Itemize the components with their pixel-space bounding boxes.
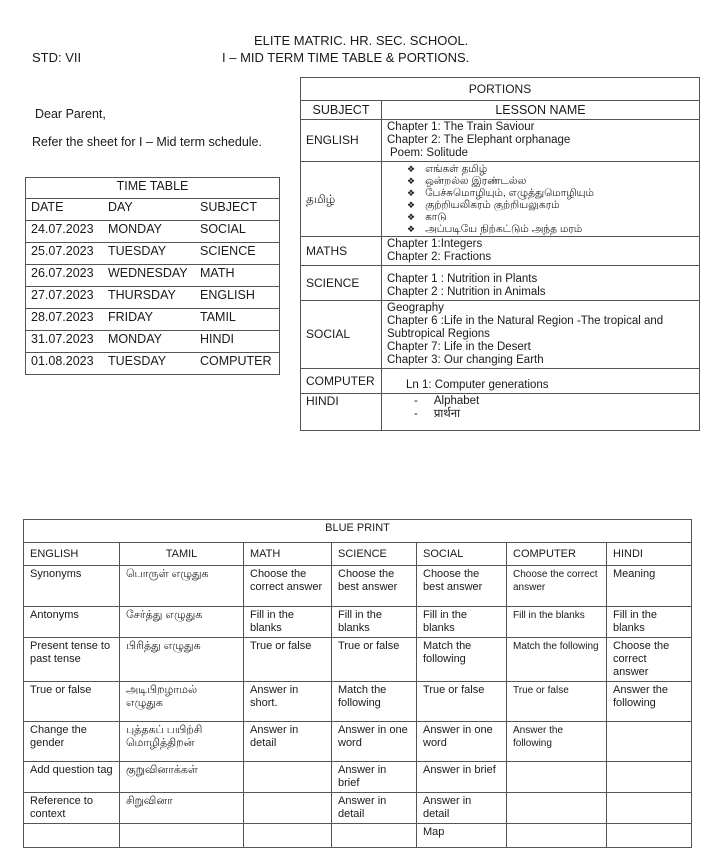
table-cell: SOCIAL bbox=[195, 221, 280, 243]
list-item: ❖ ஒன்றல்ல இரண்டல்ல bbox=[407, 175, 694, 187]
table-cell: Add question tag bbox=[24, 762, 120, 793]
column-header: SOCIAL bbox=[417, 543, 507, 566]
table-cell bbox=[607, 722, 692, 762]
portions-header-row bbox=[301, 101, 700, 120]
lesson-cell bbox=[382, 162, 700, 237]
list-item: ❖ எங்கள் தமிழ் bbox=[407, 163, 694, 175]
table-cell: 31.07.2023 bbox=[26, 331, 104, 353]
table-cell bbox=[244, 762, 332, 793]
table-cell: FRIDAY bbox=[103, 309, 195, 331]
portion-row-tamil bbox=[301, 162, 700, 237]
list-item: ❖ பேச்சுமொழியும், எழுத்துமொழியும் bbox=[407, 187, 694, 199]
portions-title: PORTIONS bbox=[301, 78, 700, 101]
subject-cell: SOCIAL bbox=[301, 301, 382, 369]
table-row bbox=[24, 762, 692, 793]
column-header: TAMIL bbox=[120, 543, 244, 566]
table-cell: Fill in the blanks bbox=[332, 607, 417, 638]
tamil-lesson-list bbox=[387, 163, 694, 235]
table-cell: 28.07.2023 bbox=[26, 309, 104, 331]
lesson-line: Chapter 2 : Nutrition in Animals bbox=[387, 286, 546, 298]
table-cell: Choose the correct answer bbox=[244, 566, 332, 607]
blue-print-header-row bbox=[24, 543, 692, 566]
table-row bbox=[24, 638, 692, 682]
subject-cell: COMPUTER bbox=[301, 369, 382, 394]
table-cell bbox=[607, 793, 692, 824]
lesson-line: Chapter 1: The Train Saviour bbox=[387, 121, 535, 133]
subject-cell: HINDI bbox=[301, 394, 382, 431]
table-cell: HINDI bbox=[195, 331, 280, 353]
table-cell: Answer the following bbox=[507, 722, 607, 762]
table-cell: SCIENCE bbox=[195, 243, 280, 265]
table-cell: 24.07.2023 bbox=[26, 221, 104, 243]
lesson-line: Chapter 2: The Elephant orphanage bbox=[387, 134, 571, 146]
portion-row-maths bbox=[301, 237, 700, 266]
table-cell: Reference to context bbox=[24, 793, 120, 824]
table-cell bbox=[607, 762, 692, 793]
table-cell: MATH bbox=[195, 265, 280, 287]
portion-row-social bbox=[301, 301, 700, 369]
table-cell: Choose the best answer bbox=[417, 566, 507, 607]
portion-row-computer bbox=[301, 369, 700, 394]
table-cell bbox=[24, 824, 120, 848]
table-cell: Match the following bbox=[332, 682, 417, 722]
table-cell bbox=[607, 824, 692, 848]
table-cell bbox=[507, 762, 607, 793]
table-cell: சிறுவினா bbox=[120, 793, 244, 824]
list-item: - Alphabet bbox=[414, 395, 694, 408]
table-cell: Antonyms bbox=[24, 607, 120, 638]
table-cell bbox=[332, 824, 417, 848]
lesson-cell bbox=[382, 369, 700, 394]
table-cell: TUESDAY bbox=[103, 243, 195, 265]
lesson-line: Chapter 7: Life in the Desert bbox=[387, 341, 531, 353]
subject-cell: MATHS bbox=[301, 237, 382, 266]
table-cell: Answer in one word bbox=[332, 722, 417, 762]
time-table bbox=[25, 177, 280, 375]
portions-table bbox=[300, 77, 700, 431]
table-cell: THURSDAY bbox=[103, 287, 195, 309]
table-cell: True or false bbox=[332, 638, 417, 682]
table-cell: Fill in the blanks bbox=[417, 607, 507, 638]
lesson-line: Chapter 3: Our changing Earth bbox=[387, 354, 544, 366]
table-cell: Match the following bbox=[507, 638, 607, 682]
table-row bbox=[24, 824, 692, 848]
list-item: ❖ காடு bbox=[407, 211, 694, 223]
lesson-cell bbox=[382, 120, 700, 162]
lesson-line: Chapter 1:Integers bbox=[387, 238, 483, 250]
column-header: SCIENCE bbox=[332, 543, 417, 566]
lesson-line: Chapter 1 : Nutrition in Plants bbox=[387, 273, 538, 285]
table-cell bbox=[507, 793, 607, 824]
table-cell: பிரித்து எழுதுக bbox=[120, 638, 244, 682]
table-cell: Choose the best answer bbox=[332, 566, 417, 607]
table-cell bbox=[120, 824, 244, 848]
lesson-line: Poem: Solitude bbox=[390, 147, 468, 159]
table-row bbox=[24, 607, 692, 638]
table-cell: Change the gender bbox=[24, 722, 120, 762]
table-cell bbox=[244, 793, 332, 824]
table-cell: Meaning bbox=[607, 566, 692, 607]
list-item: - प्रार्थना bbox=[414, 408, 694, 421]
table-cell bbox=[244, 824, 332, 848]
table-cell: Map bbox=[417, 824, 507, 848]
lesson-cell bbox=[382, 266, 700, 301]
column-header: MATH bbox=[244, 543, 332, 566]
table-cell: True or false bbox=[244, 638, 332, 682]
table-cell: Answer in short. bbox=[244, 682, 332, 722]
subject-cell: SCIENCE bbox=[301, 266, 382, 301]
table-cell: 27.07.2023 bbox=[26, 287, 104, 309]
table-cell: Choose the correct answer bbox=[507, 566, 607, 607]
column-header: SUBJECT bbox=[301, 101, 382, 120]
table-cell: 01.08.2023 bbox=[26, 353, 104, 375]
std-label: STD: VII bbox=[32, 50, 82, 65]
table-row bbox=[26, 287, 280, 309]
lesson-line: Chapter 2: Fractions bbox=[387, 251, 492, 263]
table-row bbox=[26, 331, 280, 353]
table-cell: WEDNESDAY bbox=[103, 265, 195, 287]
table-row bbox=[24, 566, 692, 607]
table-cell: Answer in brief bbox=[332, 762, 417, 793]
lesson-cell bbox=[382, 237, 700, 266]
table-cell: Answer in brief bbox=[417, 762, 507, 793]
table-cell: MONDAY bbox=[103, 221, 195, 243]
table-cell: Answer in detail bbox=[417, 793, 507, 824]
column-header: SUBJECT bbox=[195, 199, 280, 221]
portion-row-science bbox=[301, 266, 700, 301]
time-table-title: TIME TABLE bbox=[26, 178, 280, 199]
subject-cell: தமிழ் bbox=[301, 162, 382, 237]
table-cell: ENGLISH bbox=[195, 287, 280, 309]
table-cell: Present tense to past tense bbox=[24, 638, 120, 682]
school-name: ELITE MATRIC. HR. SEC. SCHOOL. bbox=[254, 33, 469, 48]
column-header: DAY bbox=[103, 199, 195, 221]
table-cell: True or false bbox=[417, 682, 507, 722]
lesson-line: Geography bbox=[387, 302, 444, 314]
table-row bbox=[24, 722, 692, 762]
column-header: LESSON NAME bbox=[382, 101, 700, 120]
table-cell: True or false bbox=[507, 682, 607, 722]
table-row bbox=[24, 793, 692, 824]
table-cell bbox=[507, 824, 607, 848]
portion-row-hindi bbox=[301, 394, 700, 431]
lesson-line: Ln 1: Computer generations bbox=[406, 379, 549, 391]
table-cell: Synonyms bbox=[24, 566, 120, 607]
table-cell: 26.07.2023 bbox=[26, 265, 104, 287]
list-item: ❖ அப்படியே நிற்கட்டும் அந்த மரம் bbox=[407, 223, 694, 235]
column-header: COMPUTER bbox=[507, 543, 607, 566]
table-row bbox=[26, 221, 280, 243]
hindi-lesson-list bbox=[387, 395, 694, 421]
table-cell: 25.07.2023 bbox=[26, 243, 104, 265]
table-cell: Answer in one word bbox=[417, 722, 507, 762]
table-cell: COMPUTER bbox=[195, 353, 280, 375]
table-row bbox=[26, 265, 280, 287]
blue-print-title: BLUE PRINT bbox=[24, 520, 692, 543]
table-row bbox=[26, 309, 280, 331]
table-cell: புத்தகப் பயிற்சி மொழித்திறன் bbox=[120, 722, 244, 762]
table-cell: Fill in the blanks bbox=[607, 607, 692, 638]
table-cell: அடிபிறழாமல் எழுதுக bbox=[120, 682, 244, 722]
subject-cell: ENGLISH bbox=[301, 120, 382, 162]
column-header: HINDI bbox=[607, 543, 692, 566]
table-cell: TUESDAY bbox=[103, 353, 195, 375]
lesson-cell bbox=[382, 394, 700, 431]
document-title: I – MID TERM TIME TABLE & PORTIONS. bbox=[222, 50, 470, 65]
blue-print-table bbox=[23, 519, 692, 848]
lesson-cell bbox=[382, 301, 700, 369]
table-cell: Answer the following bbox=[607, 682, 692, 722]
letter-body: Refer the sheet for I – Mid term schedule. bbox=[32, 135, 262, 149]
list-item: ❖ குற்றியலிகரம் குற்றியலுகரம் bbox=[407, 199, 694, 211]
column-header: ENGLISH bbox=[24, 543, 120, 566]
portion-row-english bbox=[301, 120, 700, 162]
table-cell: TAMIL bbox=[195, 309, 280, 331]
table-cell: குறுவினாக்கள் bbox=[120, 762, 244, 793]
table-cell: Answer in detail bbox=[332, 793, 417, 824]
letter-greeting: Dear Parent, bbox=[35, 107, 106, 121]
table-cell: Match the following bbox=[417, 638, 507, 682]
column-header: DATE bbox=[26, 199, 104, 221]
table-cell: Fill in the blanks bbox=[507, 607, 607, 638]
table-row bbox=[26, 353, 280, 375]
table-cell: Answer in detail bbox=[244, 722, 332, 762]
time-table-header-row bbox=[26, 199, 280, 221]
table-row bbox=[24, 682, 692, 722]
table-cell: சேர்த்து எழுதுக bbox=[120, 607, 244, 638]
table-row bbox=[26, 243, 280, 265]
table-cell: MONDAY bbox=[103, 331, 195, 353]
table-cell: பொருள் எழுதுக bbox=[120, 566, 244, 607]
lesson-line: Chapter 6 :Life in the Natural Region -The tropical and Subtropical Regions bbox=[387, 315, 664, 340]
table-cell: True or false bbox=[24, 682, 120, 722]
table-cell: Fill in the blanks bbox=[244, 607, 332, 638]
table-cell: Choose the correct answer bbox=[607, 638, 692, 682]
